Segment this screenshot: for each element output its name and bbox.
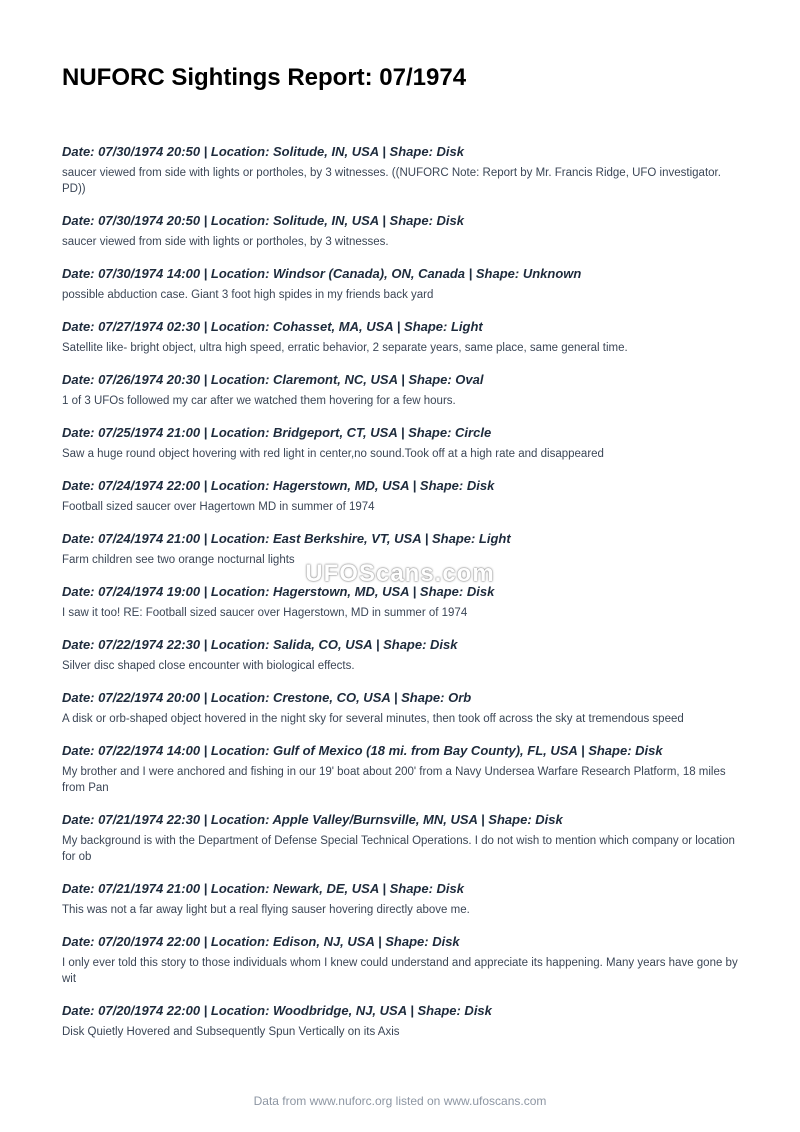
page-footer: Data from www.nuforc.org listed on www.ufoscans.com [253, 1094, 547, 1108]
sightings-list [62, 144, 742, 1040]
sighting-summary: 1 of 3 UFOs followed my car after we watched them hovering for a few hours. [62, 395, 456, 407]
sighting-entry [62, 584, 742, 637]
sighting-entry [62, 637, 742, 690]
sighting-header: Date: 07/27/1974 02:30 | Location: Cohasset, MA, USA | Shape: Light [62, 319, 483, 334]
sighting-entry [62, 372, 742, 425]
sighting-header: Date: 07/22/1974 20:00 | Location: Crestone, CO, USA | Shape: Orb [62, 690, 472, 705]
sighting-header: Date: 07/22/1974 14:00 | Location: Gulf of Mexico (18 mi. from Bay County), FL, USA | Shape: Disk [62, 743, 663, 758]
sighting-summary: saucer viewed from side with lights or portholes, by 3 witnesses. [62, 236, 389, 248]
sighting-summary: I only ever told this story to those individuals whom I knew could understand and appreciate its happening. Many years have gone by wit [62, 957, 738, 985]
sighting-entry [62, 690, 742, 743]
sighting-header: Date: 07/30/1974 14:00 | Location: Windsor (Canada), ON, Canada | Shape: Unknown [62, 266, 582, 281]
sighting-header: Date: 07/22/1974 22:30 | Location: Salida, CO, USA | Shape: Disk [62, 637, 458, 652]
sighting-summary: saucer viewed from side with lights or portholes, by 3 witnesses. ((NUFORC Note: Report by Mr. Francis Ridge, UFO investigator. PD)) [62, 167, 721, 195]
sighting-header: Date: 07/26/1974 20:30 | Location: Claremont, NC, USA | Shape: Oval [62, 372, 484, 387]
sighting-entry [62, 144, 742, 213]
sighting-header: Date: 07/25/1974 21:00 | Location: Bridgeport, CT, USA | Shape: Circle [62, 425, 492, 440]
sighting-header: Date: 07/30/1974 20:50 | Location: Solitude, IN, USA | Shape: Disk [62, 213, 464, 228]
sighting-header: Date: 07/20/1974 22:00 | Location: Woodbridge, NJ, USA | Shape: Disk [62, 1003, 492, 1018]
sighting-summary: I saw it too! RE: Football sized saucer over Hagerstown, MD in summer of 1974 [62, 607, 468, 619]
sighting-header: Date: 07/20/1974 22:00 | Location: Edison, NJ, USA | Shape: Disk [62, 934, 460, 949]
sighting-header: Date: 07/24/1974 21:00 | Location: East Berkshire, VT, USA | Shape: Light [62, 531, 511, 546]
sighting-entry [62, 213, 742, 266]
sighting-header: Date: 07/30/1974 20:50 | Location: Solitude, IN, USA | Shape: Disk [62, 144, 464, 159]
sighting-header: Date: 07/24/1974 19:00 | Location: Hagerstown, MD, USA | Shape: Disk [62, 584, 495, 599]
sighting-entry [62, 319, 742, 372]
sighting-summary: possible abduction case. Giant 3 foot high spides in my friends back yard [62, 289, 434, 301]
sighting-summary: A disk or orb-shaped object hovered in the night sky for several minutes, then took off across the sky at tremendous speed [62, 713, 684, 725]
watermark-logo: UFOScans.com [305, 560, 495, 587]
sighting-summary: My brother and I were anchored and fishing in our 19' boat about 200' from a Navy Undersea Warfare Research Platform, 18 miles from Pan [62, 766, 726, 794]
sighting-entry [62, 881, 742, 934]
sighting-entry [62, 934, 742, 1003]
sighting-summary: Football sized saucer over Hagertown MD in summer of 1974 [62, 501, 375, 513]
sighting-header: Date: 07/21/1974 22:30 | Location: Apple Valley/Burnsville, MN, USA | Shape: Disk [62, 812, 563, 827]
sighting-entry [62, 266, 742, 319]
sighting-entry [62, 812, 742, 881]
sighting-summary: My background is with the Department of Defense Special Technical Operations. I do not wish to mention which company or location for ob [62, 835, 735, 863]
sighting-summary: Silver disc shaped close encounter with biological effects. [62, 660, 355, 672]
sighting-summary: Satellite like- bright object, ultra high speed, erratic behavior, 2 separate years, same place, same general time. [62, 342, 628, 354]
sighting-summary: Saw a huge round object hovering with red light in center,no sound.Took off at a high rate and disappeared [62, 448, 604, 460]
sighting-summary: Disk Quietly Hovered and Subsequently Spun Vertically on its Axis [62, 1026, 400, 1038]
sighting-entry [62, 743, 742, 812]
sighting-entry [62, 1003, 742, 1040]
sighting-entry [62, 425, 742, 478]
sighting-header: Date: 07/24/1974 22:00 | Location: Hagerstown, MD, USA | Shape: Disk [62, 478, 495, 493]
sighting-header: Date: 07/21/1974 21:00 | Location: Newark, DE, USA | Shape: Disk [62, 881, 465, 896]
sighting-entry [62, 478, 742, 531]
sighting-summary: This was not a far away light but a real flying sauser hovering directly above me. [62, 904, 470, 916]
page-title: NUFORC Sightings Report: 07/1974 [62, 64, 467, 91]
sighting-summary: Farm children see two orange nocturnal lights [62, 554, 295, 566]
